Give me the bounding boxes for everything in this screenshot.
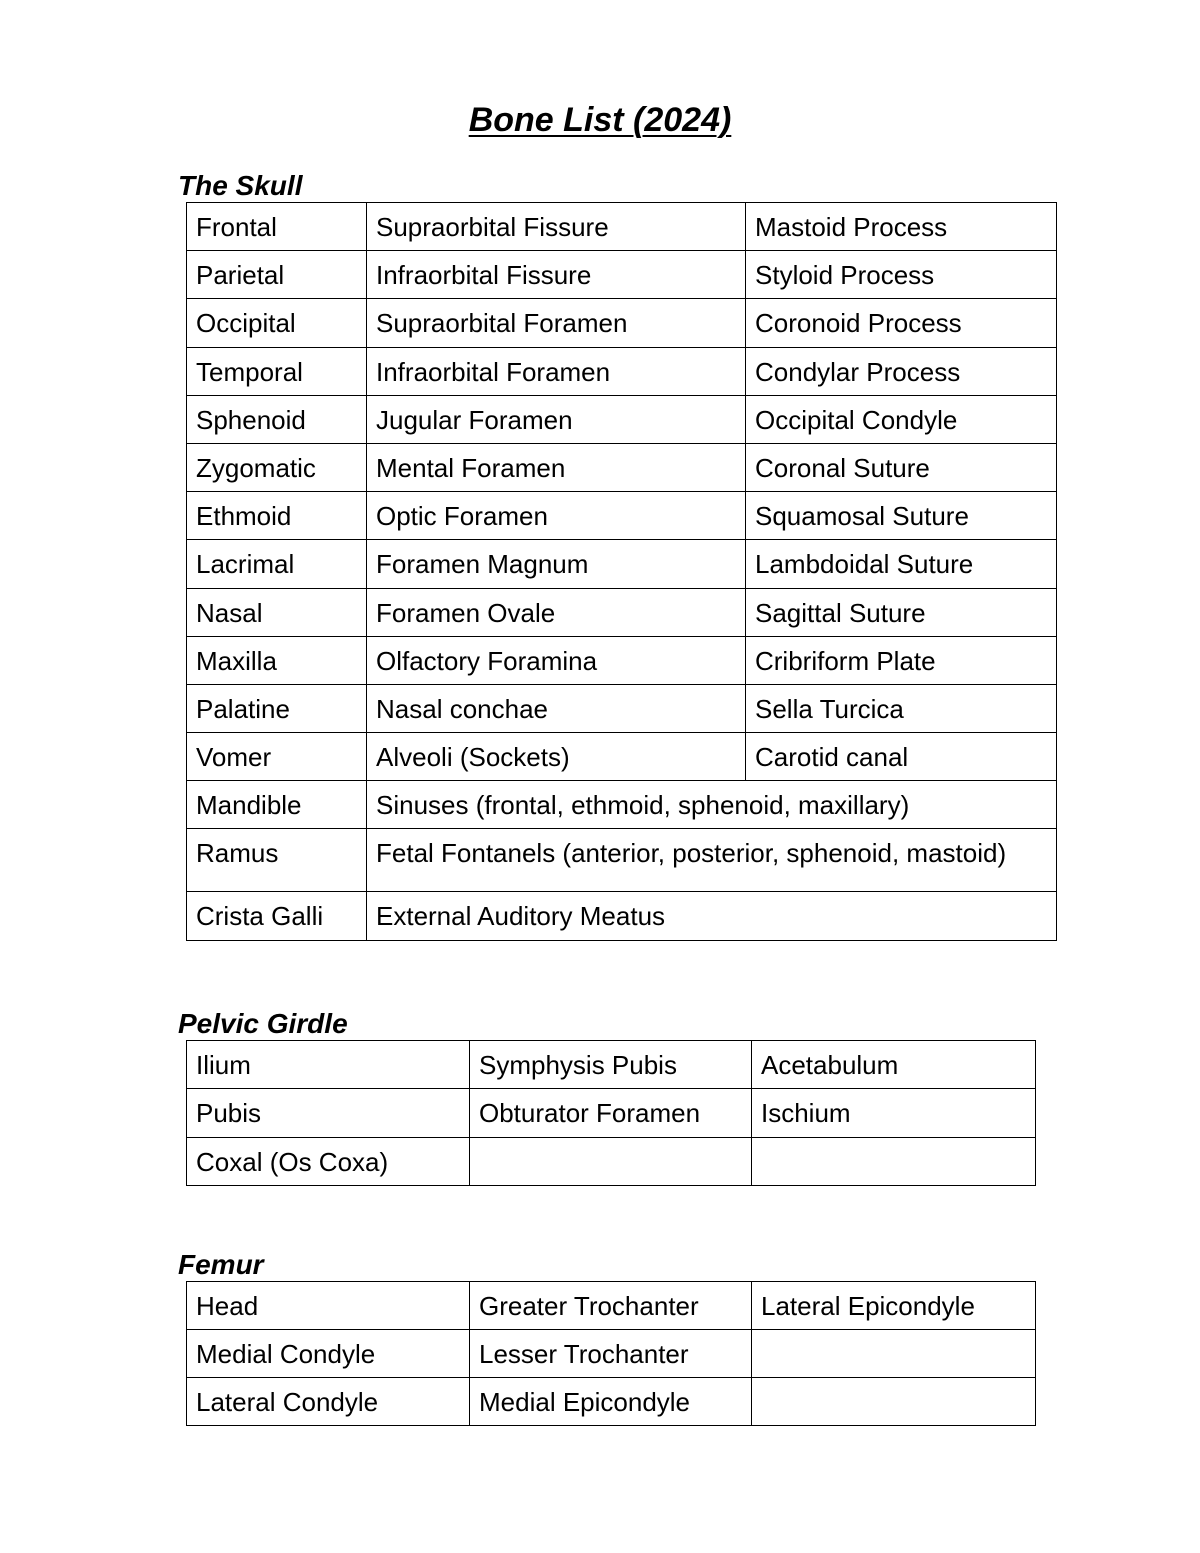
section-heading-pelvic-girdle: Pelvic Girdle <box>178 1008 348 1039</box>
table-cell: Vomer <box>187 733 367 781</box>
table-cell: Lacrimal <box>187 540 367 588</box>
table-cell: Medial Epicondyle <box>470 1378 752 1426</box>
table-cell: Palatine <box>187 684 367 732</box>
table-cell: Ischium <box>752 1089 1036 1137</box>
table-cell: Jugular Foramen <box>367 395 746 443</box>
table-cell: Condylar Process <box>746 347 1057 395</box>
table-row <box>187 892 1057 940</box>
table-row <box>187 1330 1036 1378</box>
table-cell: Cribriform Plate <box>746 636 1057 684</box>
table-cell: Sagittal Suture <box>746 588 1057 636</box>
femur-table <box>186 1281 1036 1426</box>
table-cell: Crista Galli <box>187 892 367 940</box>
table-cell: Head <box>187 1282 470 1330</box>
table-row <box>187 636 1057 684</box>
table-row <box>187 203 1057 251</box>
table-cell: Zygomatic <box>187 443 367 491</box>
table-row <box>187 299 1057 347</box>
table-cell <box>470 1137 752 1185</box>
table-cell: Infraorbital Fissure <box>367 251 746 299</box>
table-cell: Alveoli (Sockets) <box>367 733 746 781</box>
table-cell: Styloid Process <box>746 251 1057 299</box>
table-cell: Supraorbital Fissure <box>367 203 746 251</box>
table-row <box>187 1041 1036 1089</box>
table-cell: Lesser Trochanter <box>470 1330 752 1378</box>
skull-table <box>186 202 1057 941</box>
table-cell: Coronoid Process <box>746 299 1057 347</box>
table-row <box>187 1089 1036 1137</box>
table-cell <box>752 1330 1036 1378</box>
table-cell: Parietal <box>187 251 367 299</box>
table-cell: Nasal <box>187 588 367 636</box>
table-cell: Lateral Epicondyle <box>752 1282 1036 1330</box>
table-row <box>187 443 1057 491</box>
table-cell: Acetabulum <box>752 1041 1036 1089</box>
section-heading-skull: The Skull <box>178 170 303 201</box>
table-cell: Mandible <box>187 781 367 829</box>
table-cell: Squamosal Suture <box>746 492 1057 540</box>
table-cell: Ramus <box>187 829 367 892</box>
table-cell: Carotid canal <box>746 733 1057 781</box>
table-cell: Foramen Ovale <box>367 588 746 636</box>
skull-table-body <box>187 203 1057 941</box>
table-row <box>187 1378 1036 1426</box>
table-row <box>187 251 1057 299</box>
table-cell: Mastoid Process <box>746 203 1057 251</box>
section-heading-femur: Femur <box>178 1249 264 1280</box>
table-cell: Sinuses (frontal, ethmoid, sphenoid, maxillary) <box>367 781 1057 829</box>
table-cell: Maxilla <box>187 636 367 684</box>
table-row <box>187 540 1057 588</box>
table-cell: External Auditory Meatus <box>367 892 1057 940</box>
table-row <box>187 347 1057 395</box>
table-cell: Lambdoidal Suture <box>746 540 1057 588</box>
table-cell: Optic Foramen <box>367 492 746 540</box>
table-cell: Medial Condyle <box>187 1330 470 1378</box>
table-row <box>187 492 1057 540</box>
table-cell: Occipital <box>187 299 367 347</box>
table-cell: Olfactory Foramina <box>367 636 746 684</box>
table-cell: Coronal Suture <box>746 443 1057 491</box>
table-cell: Mental Foramen <box>367 443 746 491</box>
table-cell: Coxal (Os Coxa) <box>187 1137 470 1185</box>
table-cell: Pubis <box>187 1089 470 1137</box>
table-row <box>187 1137 1036 1185</box>
table-cell: Symphysis Pubis <box>470 1041 752 1089</box>
table-row <box>187 829 1057 892</box>
table-cell: Nasal conchae <box>367 684 746 732</box>
table-cell <box>752 1378 1036 1426</box>
table-cell: Temporal <box>187 347 367 395</box>
table-cell: Fetal Fontanels (anterior, posterior, sphenoid, mastoid) <box>367 829 1057 892</box>
table-cell: Occipital Condyle <box>746 395 1057 443</box>
table-cell: Sphenoid <box>187 395 367 443</box>
table-row <box>187 1282 1036 1330</box>
table-cell: Sella Turcica <box>746 684 1057 732</box>
table-cell: Ilium <box>187 1041 470 1089</box>
table-cell: Lateral Condyle <box>187 1378 470 1426</box>
table-row <box>187 733 1057 781</box>
table-row <box>187 588 1057 636</box>
table-cell: Foramen Magnum <box>367 540 746 588</box>
table-cell: Supraorbital Foramen <box>367 299 746 347</box>
table-cell: Infraorbital Foramen <box>367 347 746 395</box>
pelvic-girdle-table <box>186 1040 1036 1186</box>
table-cell: Obturator Foramen <box>470 1089 752 1137</box>
table-cell <box>752 1137 1036 1185</box>
table-cell: Frontal <box>187 203 367 251</box>
table-row <box>187 781 1057 829</box>
table-row <box>187 395 1057 443</box>
table-cell: Greater Trochanter <box>470 1282 752 1330</box>
table-row <box>187 684 1057 732</box>
table-cell: Ethmoid <box>187 492 367 540</box>
pelvic-table-body <box>187 1041 1036 1186</box>
femur-table-body <box>187 1282 1036 1426</box>
page-title: Bone List (2024) <box>468 101 732 139</box>
